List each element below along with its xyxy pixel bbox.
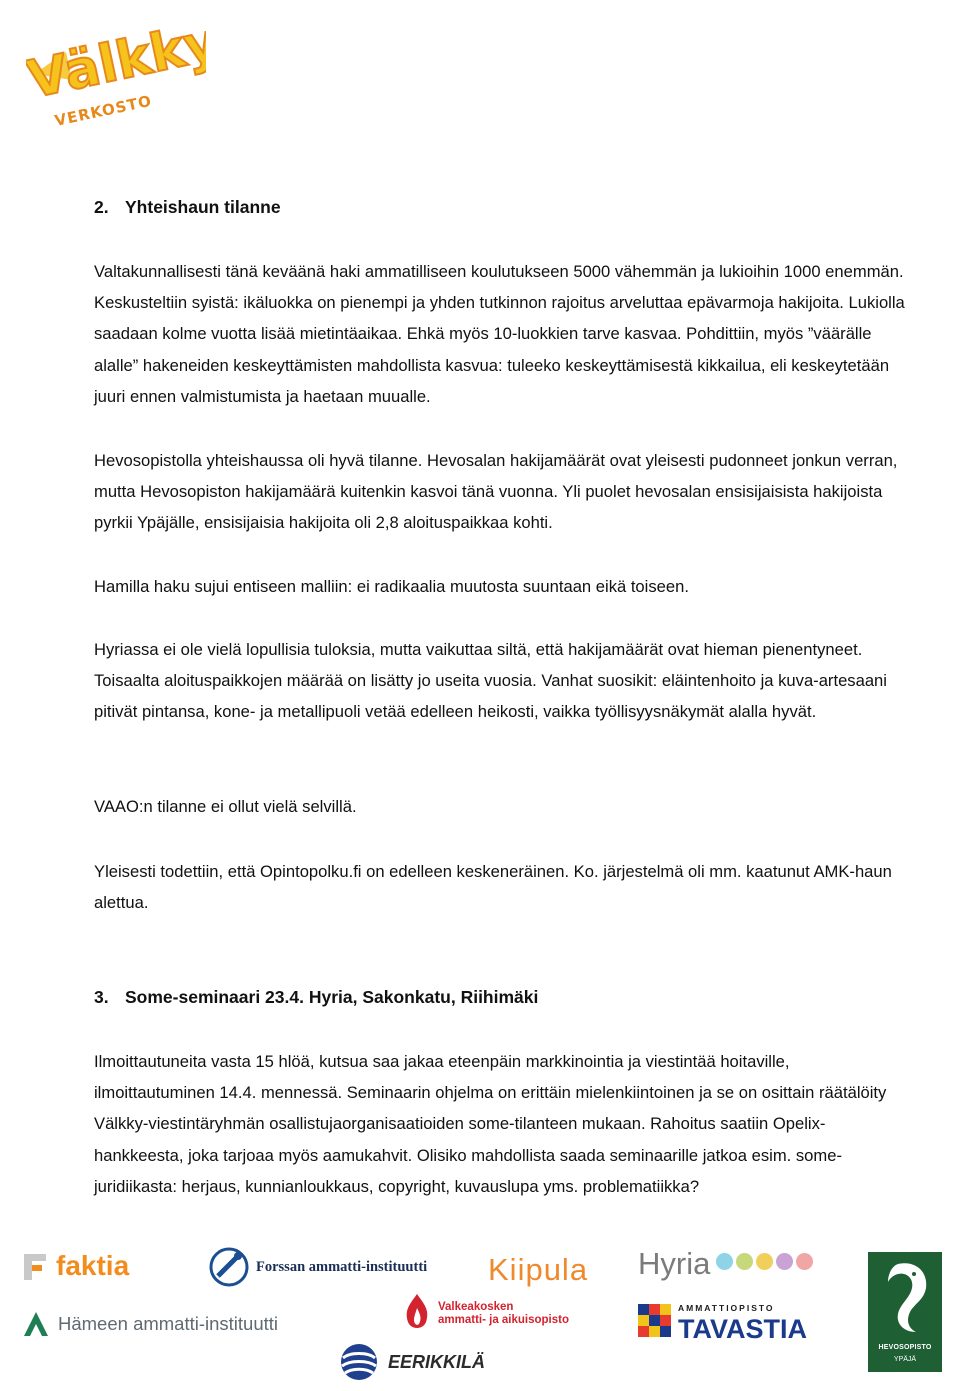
hevosopisto-logo: HEVOSOPISTO YPÄJÄ [868, 1252, 942, 1372]
forssa-logo: Forssan ammatti-instituutti [208, 1246, 427, 1288]
faktia-logo: faktia [20, 1250, 129, 1282]
logo-sub-text: VERKOSTO [53, 91, 154, 130]
tavastia-logo: AMMATTIOPISTO TAVASTIA [638, 1300, 807, 1342]
section-heading-3: 3. Some-seminaari 23.4. Hyria, Sakonkatu, Riihimäki [94, 987, 539, 1007]
hame-logo: Hämeen ammatti-instituutti [20, 1308, 278, 1340]
paragraph: Hamilla haku sujui entiseen malliin: ei radikaalia muutosta suuntaan eikä toiseen. [94, 577, 689, 596]
valkeakoski-logo: Valkeakosken ammatti- ja aikuisopisto [402, 1292, 569, 1336]
paragraph: Ilmoittautuneita vasta 15 hlöä, kutsua saa jakaa eteenpäin markkinointia ja viestintää hoitaville, ilmoittautuminen 14.4. mennessä. Seminaarin ohjelma on erittäin mielenkiintoinen ja se on osittain räätälöity Välkky-viestintäryhmän osallistujaorganisaatioiden some-tilanteen mukaan. Rahoitus saatiin Opelix-hankkeesta, joka tarjoaa myös aamukahvit. Olisiko mahdollista saada seminaarille jatkoa esim. some-juridiikasta: herjaus, kunnianloukkaus, copyright, kuvauslupa yms. problematiikka? [94, 1052, 887, 1196]
eerikkila-logo: EERIKKILÄ [336, 1342, 485, 1382]
partner-logos [0, 1232, 960, 1391]
valkky-verkosto-logo [26, 22, 206, 132]
section-heading-2: 2. Yhteishaun tilanne [94, 197, 281, 217]
kiipula-logo: Kiipula [488, 1252, 589, 1287]
paragraph: Yleisesti todettiin, että Opintopolku.fi on edelleen keskeneräinen. Ko. järjestelmä oli mm. kaatunut AMK-haun alettua. [94, 862, 892, 913]
paragraph: Hyriassa ei ole vielä lopullisia tuloksia, mutta vaikuttaa siltä, että hakijamäärät ovat hieman pienentyneet. Toisaalta aloituspaikkojen määrää on lisätty jo useita vuosia. Vanhat suosikit: eläintenhoito ja kuva-artesaani pitivät pintansa, kone- ja metallipuoli vetää edelleen heikosti, vaikka työllisyysnäkymät alalla hyvät. [94, 640, 887, 722]
hyria-dots [716, 1253, 816, 1275]
paragraph: VAAO:n tilanne ei ollut vielä selvillä. [94, 797, 357, 816]
hyria-logo: Hyria [638, 1246, 816, 1282]
paragraph: Hevosopistolla yhteishaussa oli hyvä tilanne. Hevosalan hakijamäärät ovat yleisesti pudonneet jonkun verran, mutta Hevosopiston hakijamäärä kuitenkin kasvoi tänä vuonna. Yli puolet hevosalan ensisijaisista hakijoista pyrkii Ypäjälle, ensisijaisia hakijoita oli 2,8 aloituspaikkaa kohti. [94, 451, 898, 533]
logo-main-text: Välkky [26, 22, 206, 111]
paragraph: Valtakunnallisesti tänä keväänä haki ammatilliseen koulutukseen 5000 vähemmän ja lukioihin 1000 enemmän. Keskusteltiin syistä: ikäluokka on pienempi ja yhden tutkinnon rajoitus arveluttaa epävarmoja hakijoita. Lukiolla saadaan kolme vuotta lisää mietintäaikaa. Ehkä myös 10-luokkien tarve kasvaa. Pohdittiin, myös ”väärälle alalle” hakeneiden keskeyttämisten mahdollista kasvua: tuleeko keskeyttämisestä kikkailua, eli keskeytetään juuri ennen valmistumista ja haetaan muualle. [94, 262, 905, 406]
